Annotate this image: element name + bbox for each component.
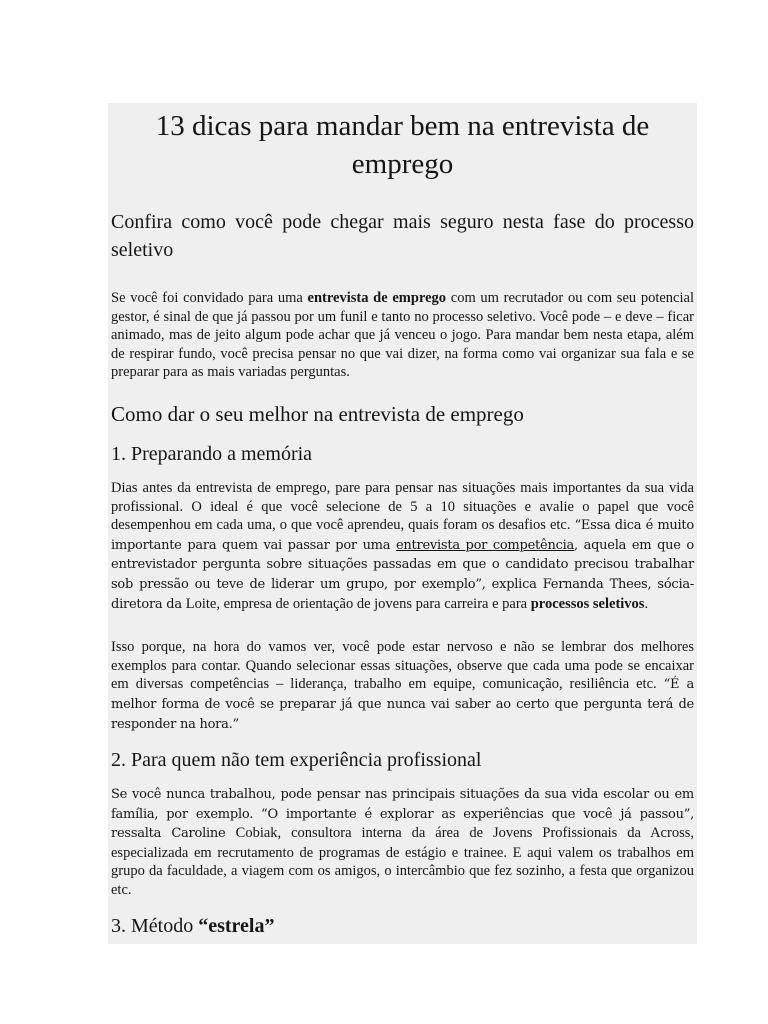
quote-run: “Essa dica é muito importante para quem vai passar por uma (111, 518, 694, 553)
quote-run: , aquela em que o entrevistador pergunta sobre situações passadas em que o candidato precisou trabalhar sob pressão ou teve de liderar um grupo, por exemplo”, explica Fernanda Thees, sócia-diretora da (111, 537, 694, 612)
subsection-heading-1: 1. Preparando a memória (111, 442, 313, 465)
section1-paragraph-2 (111, 638, 694, 734)
bold-keyword: processos seletivos (530, 595, 645, 612)
quote-run: “É a melhor forma de você se preparar já que nunca vai saber ao certo que pergunta terá de responder na hora.” (111, 677, 694, 732)
article-subtitle: Confira como você pode chegar mais seguro nesta fase do processo seletivo (111, 211, 694, 261)
subsection-heading-3 (111, 915, 694, 938)
subsection-heading-2: 2. Para quem não tem experiência profissional (111, 749, 482, 772)
article-content-block (108, 103, 697, 944)
text-run: Isso porque, na hora do vamos ver, você pode estar nervoso e não se lembrar dos melhores exemplos para contar. Quando selecionar essas situações, observe que cada uma pode se encaixar em diversas competências – liderança, trabalho em equipe, comunicação, resiliência etc. (111, 639, 694, 693)
intro-paragraph (111, 289, 694, 382)
text-run: . (644, 595, 649, 612)
section1-paragraph-1 (111, 479, 694, 614)
article-title: 13 dicas para mandar bem na entrevista de emprego (155, 110, 650, 180)
text-run: Cobiak, consultora interna da área de Jovens Profissionais da Across, especializada em recrutamento de programas de estágio e trainee. E aqui valem os trabalhos em grupo da faculdade, a viagem com os amigos, o intercâmbio que fez sozinho, a festa que organizou etc. (111, 825, 694, 899)
section2-paragraph-1 (111, 785, 694, 900)
text-run: com um recrutador ou com seu potencial gestor, é sinal de que já passou por um funil e tanto no processo seletivo. Você pode – e deve – ficar animado, mas de jeito algum pode achar que já venceu o jogo. Para mandar bem nesta etapa, além de respirar fundo, você precisa pensar no que vai dizer, na forma como vai organizar sua fala e se preparar para as mais variadas perguntas. (111, 290, 694, 381)
text-run: 3. Método (111, 914, 199, 937)
inline-link-entrevista-por-competencia[interactable]: entrevista por competência (395, 537, 575, 553)
main-section-heading: Como dar o seu melhor na entrevista de emprego (111, 401, 524, 426)
text-run: Loite, empresa de orientação de jovens para carreira e para (185, 595, 531, 612)
text-run: Se você foi convidado para uma (111, 290, 308, 306)
text-run: Dias antes da entrevista de emprego, pare para pensar nas situações mais importantes da sua vida profissional. O ideal é que você selecione de 5 a 10 situações e avalie o papel que você desempenhou em cada uma, o que você aprendeu, quais foram os desafios etc. (111, 479, 694, 534)
bold-keyword: “estrela” (198, 914, 275, 937)
bold-keyword: entrevista de emprego (307, 290, 447, 306)
quote-run: Se você nunca trabalhou, pode pensar nas principais situações da sua vida escolar ou em família, por exemplo. “O importante é explorar as experiências que você já passou”, ressalta Caroline (111, 787, 694, 842)
